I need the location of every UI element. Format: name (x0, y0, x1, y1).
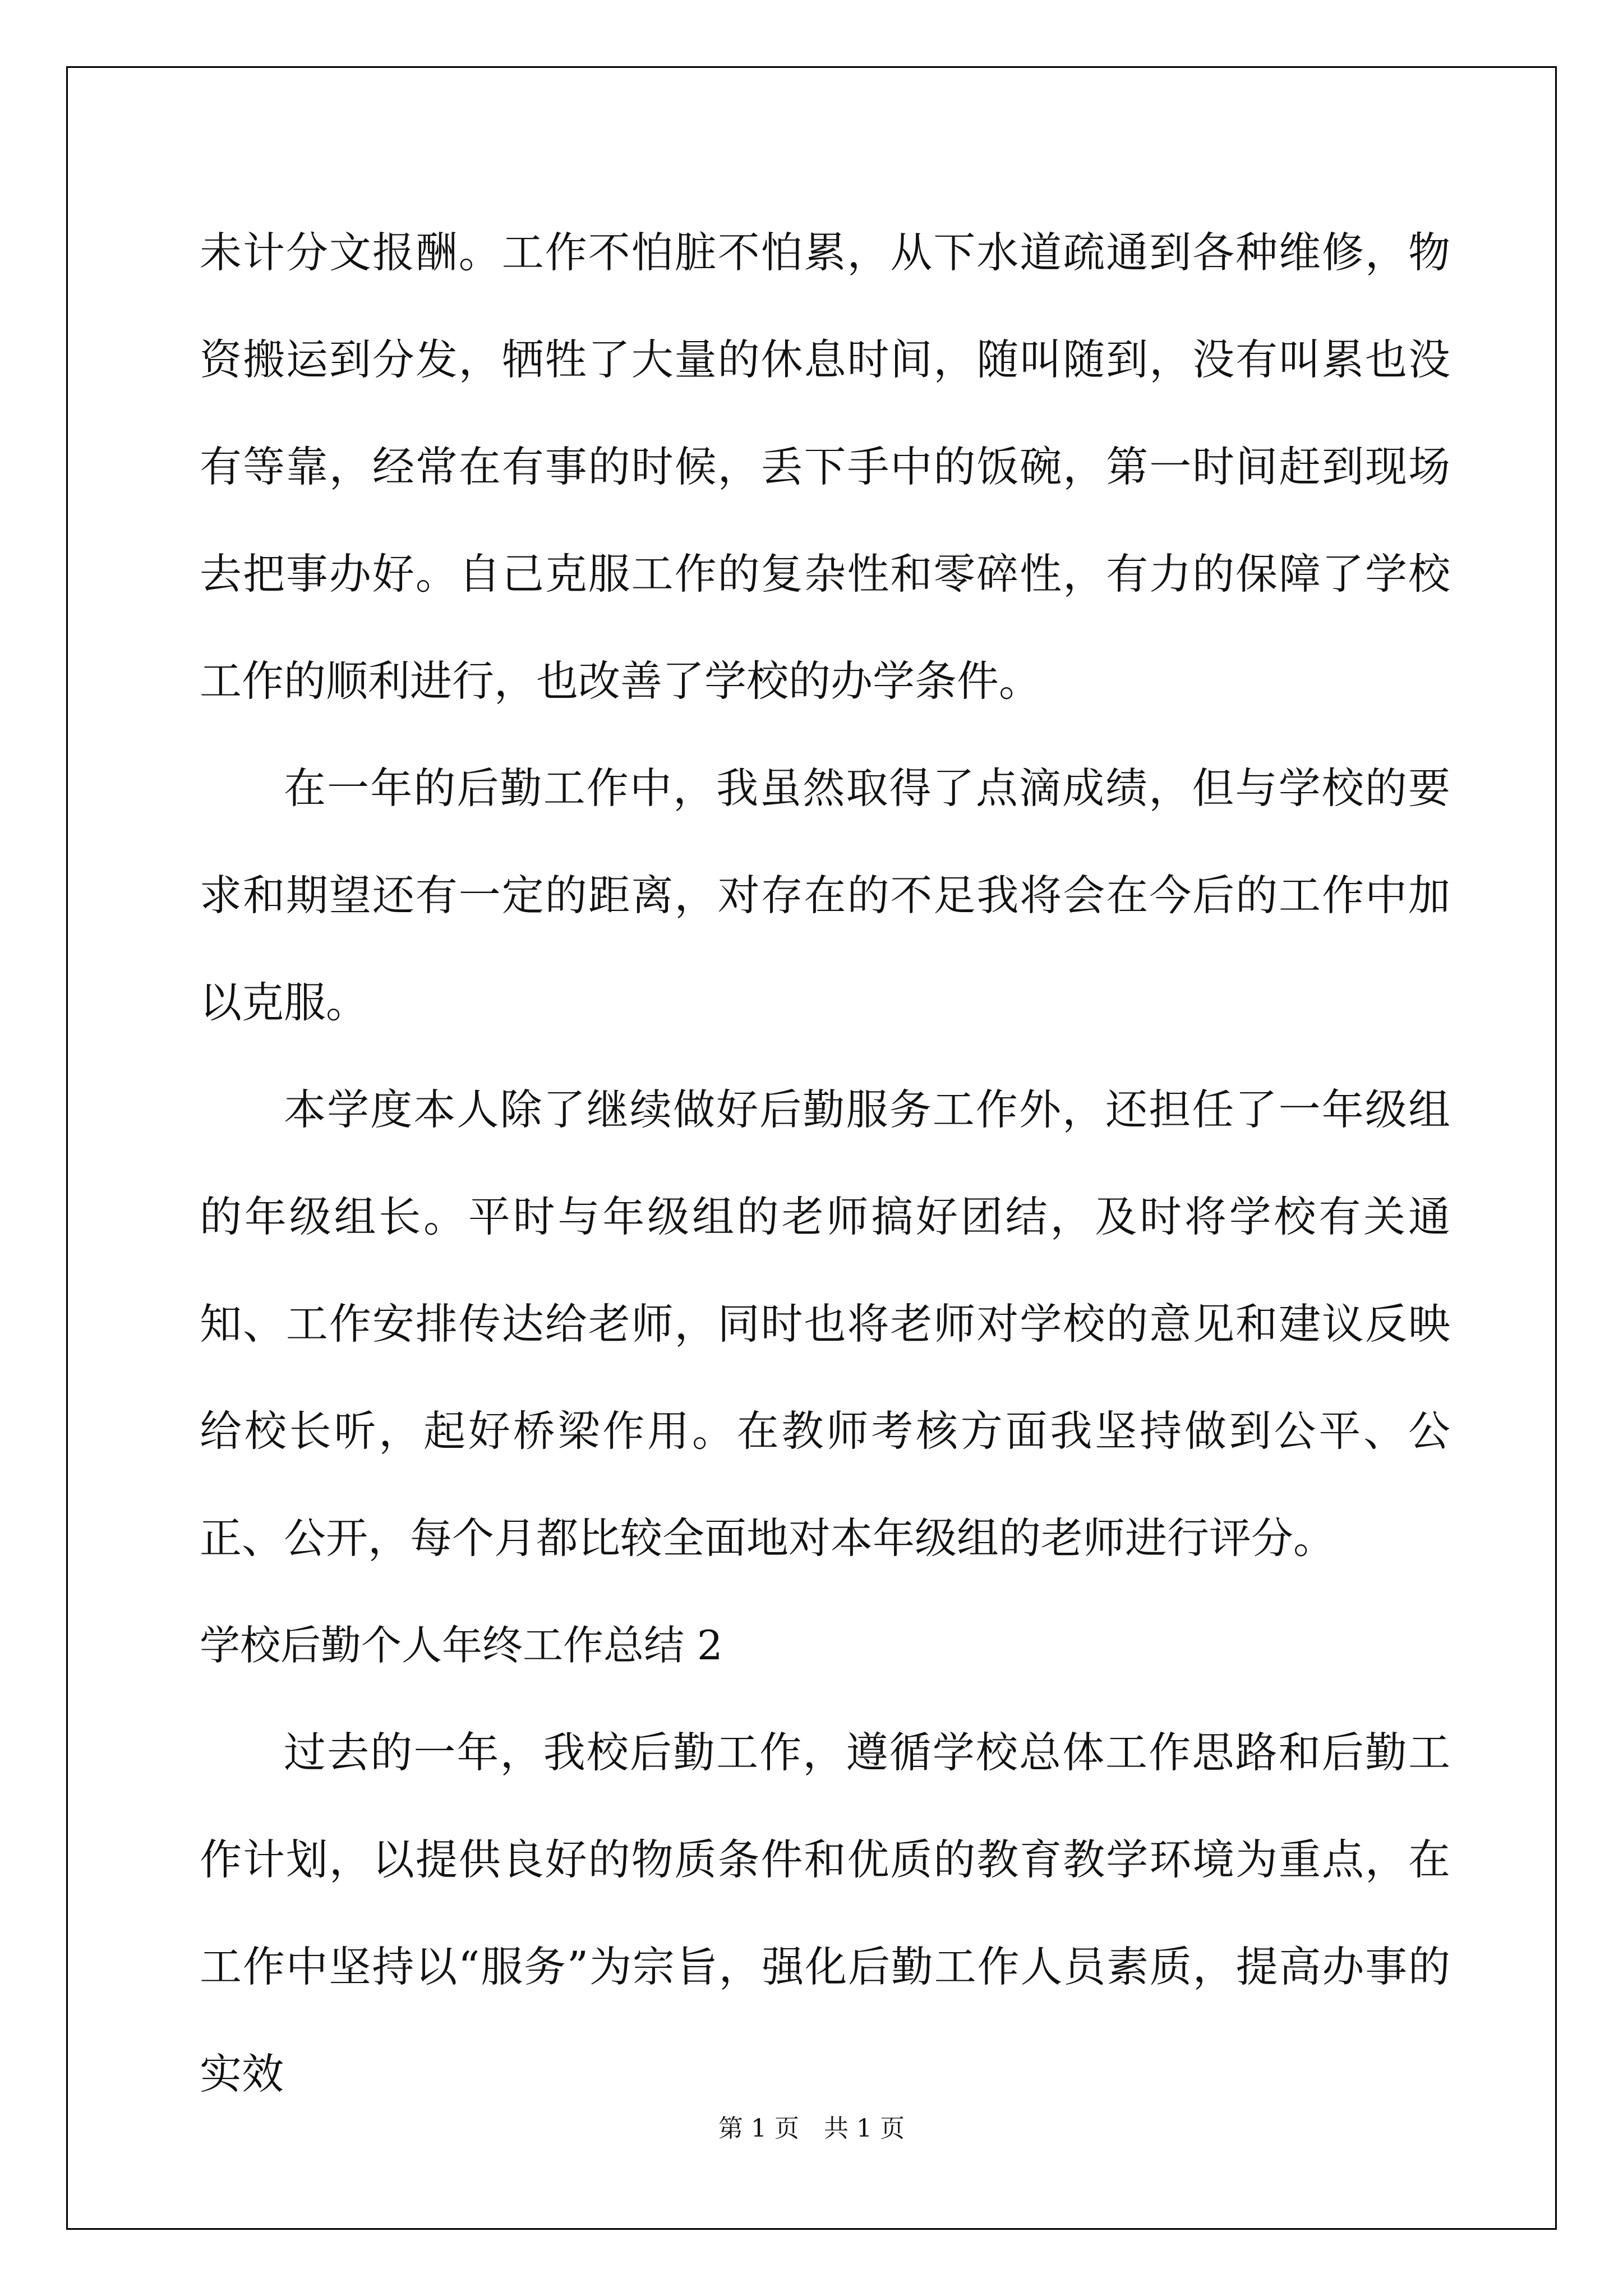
paragraph-2: 在一年的后勤工作中，我虽然取得了点滴成绩，但与学校的要求和期望还有一定的距离，对存在的不足我将会在今后的工作中加以克服。 (200, 763, 1450, 1027)
document-body (200, 199, 1450, 2128)
paragraph-1: 未计分文报酬。工作不怕脏不怕累，从下水道疏通到各种维修，物资搬运到分发，牺牲了大量的休息时间，随叫随到，没有叫累也没有等靠，经常在有事的时候，丢下手中的饭碗，第一时间赶到现场去把事办好。自己克服工作的复杂性和零碎性，有力的保障了学校工作的顺利进行，也改善了学校的办学条件。 (200, 228, 1450, 706)
page-footer: 第 1 页 共 1 页 (718, 2114, 905, 2143)
section-heading: 学校后勤个人年终工作总结 2 (200, 1622, 723, 1669)
section-paragraph-1: 过去的一年，我校后勤工作，遵循学校总体工作思路和后勤工作计划，以提供良好的物质条件和优质的教育教学环境为重点，在工作中坚持以“服务”为宗旨，强化后勤工作人员素质，提高办事的实效 (200, 1728, 1450, 2099)
paragraph-3: 本学度本人除了继续做好后勤服务工作外，还担任了一年级组的年级组长。平时与年级组的老师搞好团结，及时将学校有关通知、工作安排传达给老师，同时也将老师对学校的意见和建议反映给校长听，起好桥梁作用。在教师考核方面我坚持做到公平、公正、公开，每个月都比较全面地对本年级组的老师进行评分。 (200, 1085, 1450, 1563)
